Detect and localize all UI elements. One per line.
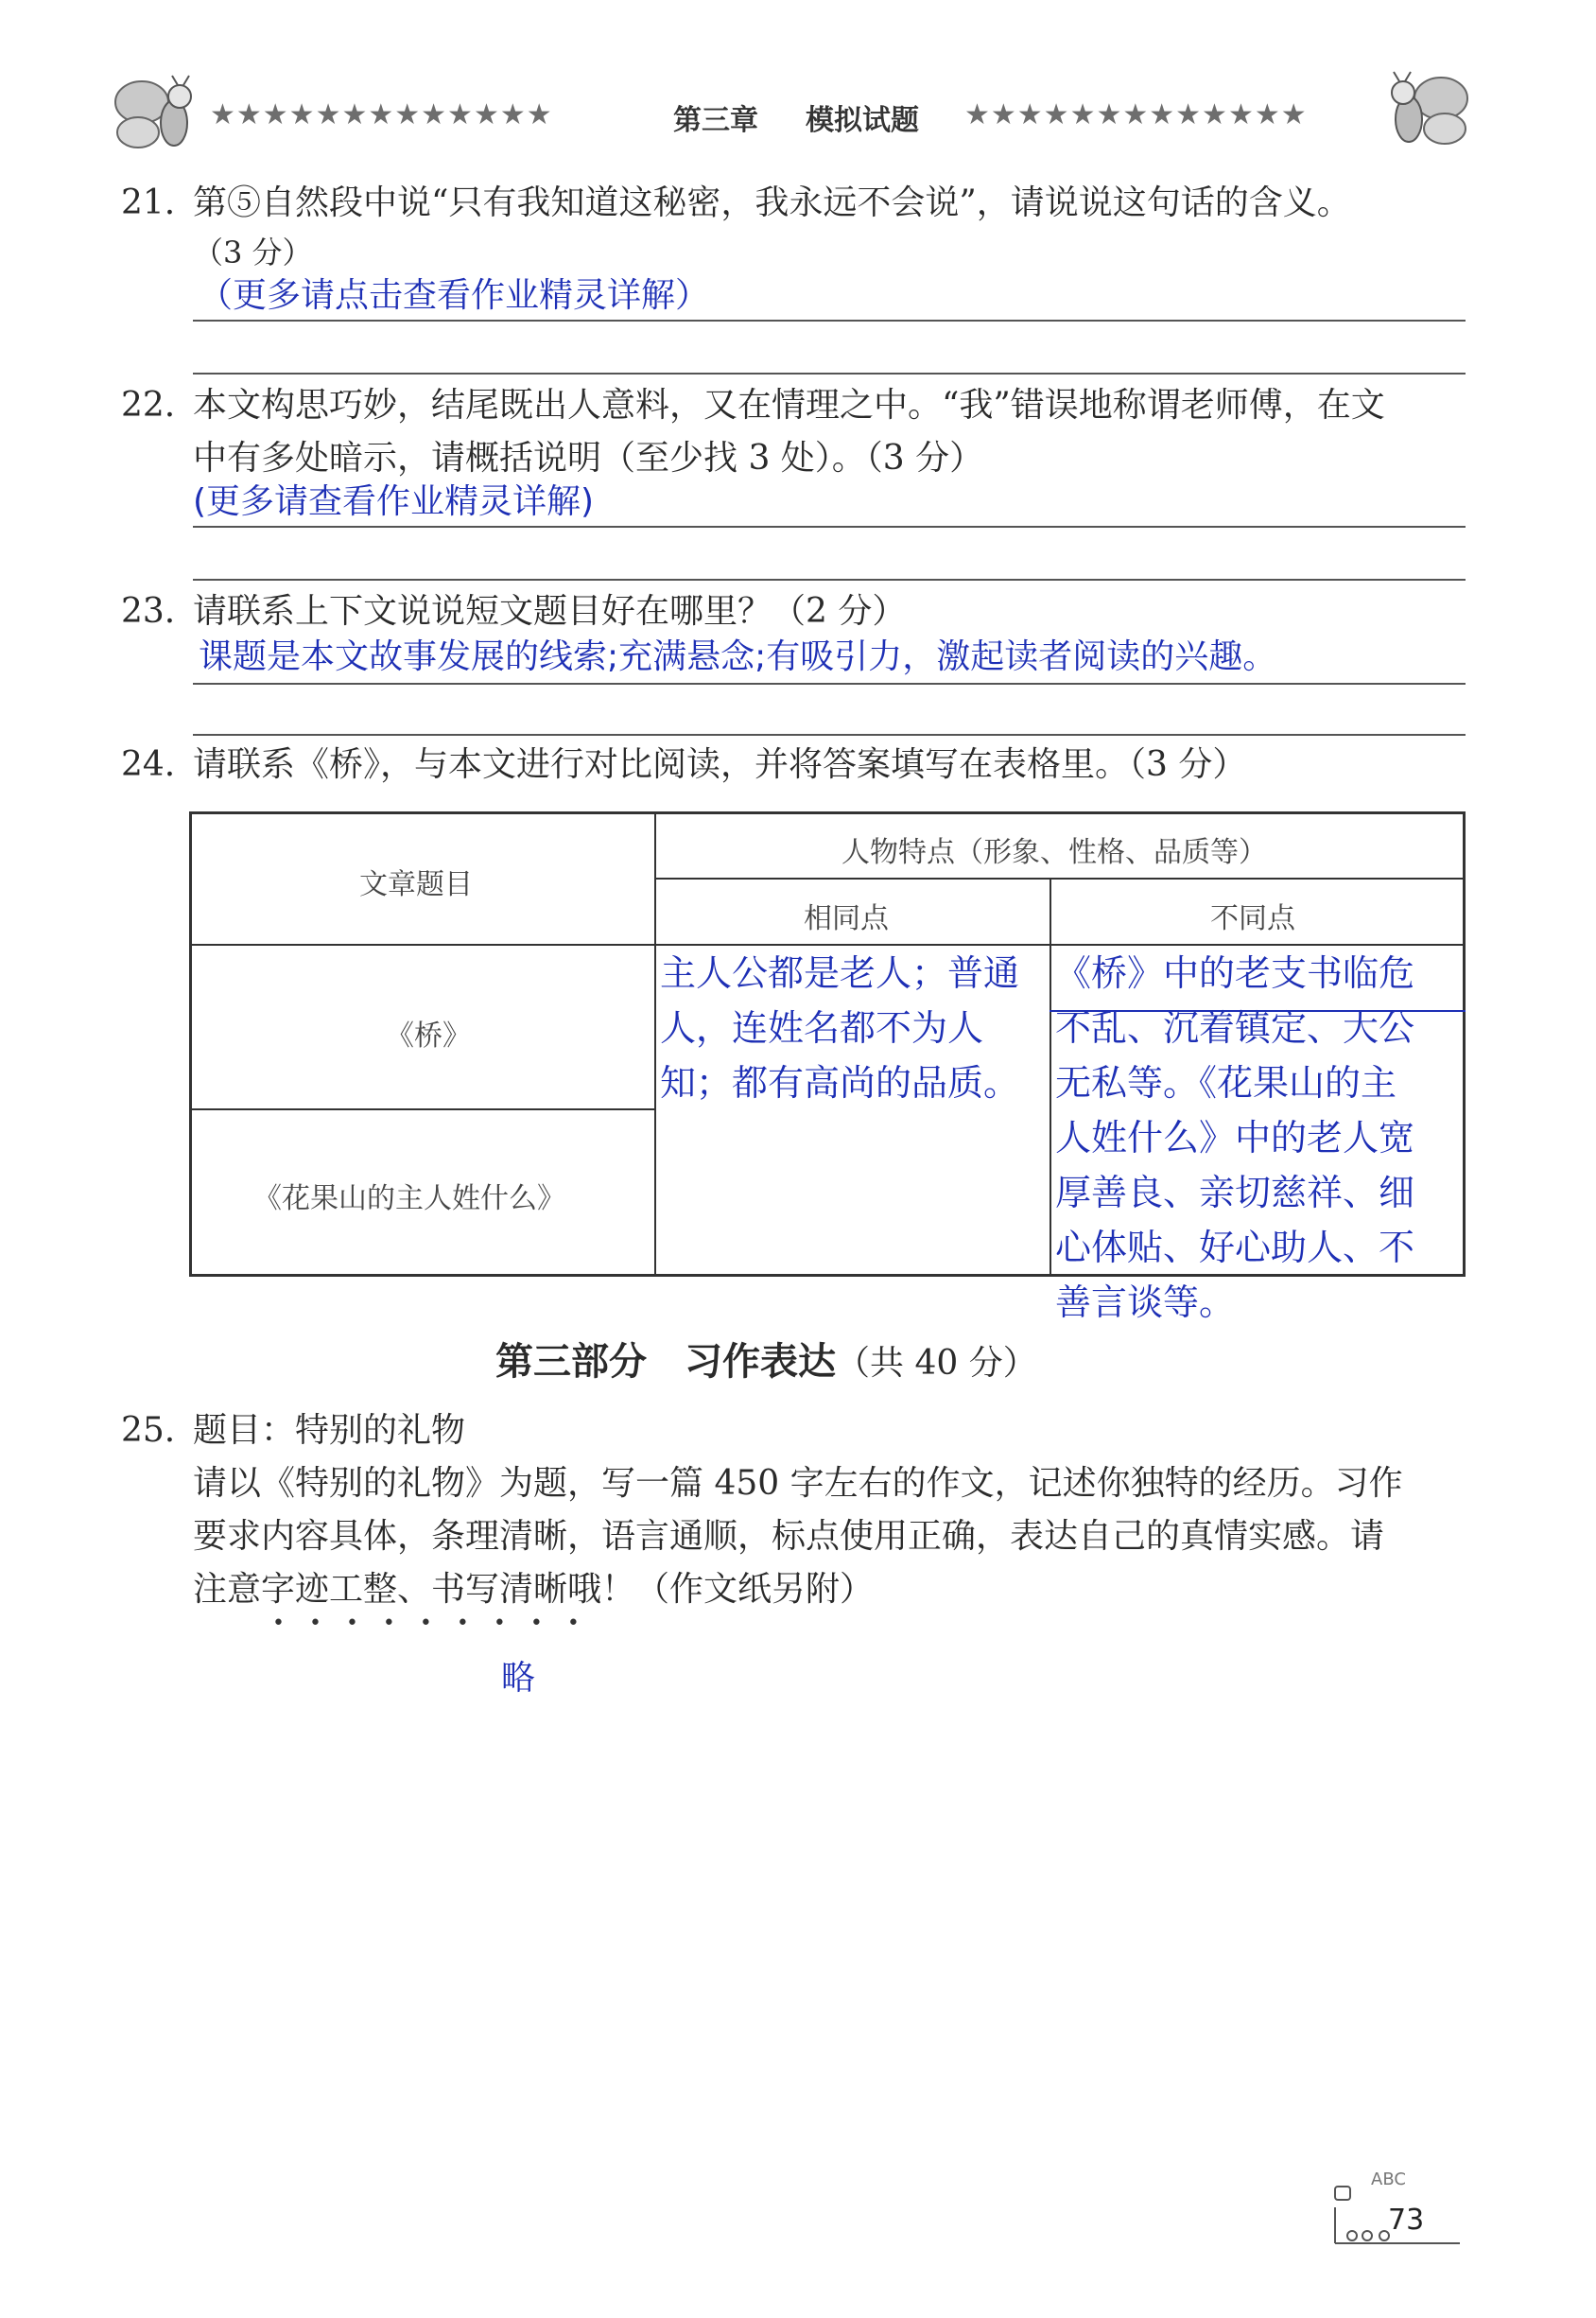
q22-line-2: 中有多处暗示，请概括说明（至少找 3 处）。（3 分） bbox=[193, 439, 984, 478]
chapter-label: 第三章 bbox=[673, 104, 758, 137]
page-title: 模拟试题 bbox=[806, 104, 919, 137]
q22-number: 22. bbox=[121, 386, 176, 425]
diff-answer-line: 人姓什么》中的老人宽 bbox=[1055, 1117, 1415, 1159]
diff-answer-line: 厚善良、亲切慈祥、细 bbox=[1055, 1172, 1415, 1213]
table-header-group: 人物特点（形象、性格、品质等） bbox=[841, 836, 1267, 869]
diff-answer-line: 《桥》中的老支书临危 bbox=[1055, 952, 1415, 994]
q25-line-2: 要求内容具体，条理清晰，语言通顺，标点使用正确，表达自己的真情实感。请 bbox=[193, 1517, 1385, 1556]
table-row-1-title: 《桥》 bbox=[386, 1020, 471, 1053]
emphasis-dots: ••••••••• bbox=[272, 1612, 604, 1635]
q24-number: 24. bbox=[121, 745, 176, 784]
same-answer-line: 主人公都是老人；普通 bbox=[660, 952, 1020, 994]
q25-number: 25. bbox=[121, 1411, 176, 1450]
table-divider-row bbox=[189, 1108, 656, 1110]
table-divider-col-1 bbox=[654, 811, 656, 1277]
q22-answer-line-2 bbox=[193, 579, 1466, 581]
q21-number: 21. bbox=[121, 183, 176, 222]
q21-answer-line-2 bbox=[193, 373, 1466, 375]
header-stars-left: ★★★★★★★★★★★★★ bbox=[210, 98, 553, 131]
q22-line-1: 本文构思巧妙，结尾既出人意料，又在情理之中。“我”错误地称谓老师傅，在文 bbox=[193, 386, 1385, 425]
q22-answer: (更多请查看作业精灵详解) bbox=[193, 482, 595, 521]
q24-text: 请联系《桥》，与本文进行对比阅读，并将答案填写在表格里。（3 分） bbox=[193, 745, 1247, 784]
footer-corner-text: ABC bbox=[1371, 2170, 1406, 2189]
diff-answer-line: 善言谈等。 bbox=[1055, 1281, 1236, 1323]
butterfly-right-icon bbox=[1377, 70, 1471, 155]
table-same-answer bbox=[660, 946, 1019, 1110]
q25-topic: 题目：特别的礼物 bbox=[193, 1411, 466, 1450]
same-answer-line: 人，连姓名都不为人 bbox=[660, 1007, 984, 1049]
table-diff-answer bbox=[1055, 946, 1414, 1330]
table-divider-col-2 bbox=[1050, 878, 1051, 1277]
diff-answer-line: 心体贴、好心助人、不 bbox=[1055, 1227, 1415, 1268]
q21-answer: （更多请点击查看作业精灵详解） bbox=[199, 276, 710, 315]
q23-answer-line-1 bbox=[193, 683, 1466, 685]
table-row-2-title: 《花果山的主人姓什么》 bbox=[253, 1182, 565, 1215]
table-header-title: 文章题目 bbox=[359, 868, 473, 901]
q21-text: 第⑤自然段中说“只有我知道这秘密，我永远不会说”，请说说这句话的含义。 bbox=[193, 183, 1351, 222]
section-score: （共 40 分） bbox=[836, 1344, 1037, 1383]
header-stars-right: ★★★★★★★★★★★★★ bbox=[964, 98, 1308, 131]
section-title bbox=[495, 1332, 1037, 1386]
page-number: 73 bbox=[1388, 2204, 1425, 2237]
diff-answer-line: 无私等。《花果山的主 bbox=[1055, 1062, 1397, 1104]
q22-answer-line-1 bbox=[193, 526, 1466, 528]
table-divider-group bbox=[654, 878, 1466, 880]
table-header-same: 相同点 bbox=[804, 902, 889, 935]
q21-score: （3 分） bbox=[193, 235, 313, 270]
q25-answer: 略 bbox=[501, 1659, 536, 1698]
table-header-diff: 不同点 bbox=[1210, 902, 1295, 935]
q23-text: 请联系上下文说说短文题目好在哪里？（2 分） bbox=[193, 592, 907, 631]
diff-answer-line: 不乱、沉着镇定、大公 bbox=[1055, 1007, 1415, 1049]
q21-answer-line-1 bbox=[193, 320, 1466, 322]
q23-answer: 课题是本文故事发展的线索;充满悬念;有吸引力，激起读者阅读的兴趣。 bbox=[199, 637, 1277, 676]
q25-line-1: 请以《特别的礼物》为题，写一篇 450 字左右的作文，记述你独特的经历。习作 bbox=[193, 1464, 1403, 1503]
butterfly-left-icon bbox=[112, 74, 206, 159]
section-title-text: 第三部分 习作表达 bbox=[495, 1340, 836, 1384]
same-answer-line: 知；都有高尚的品质。 bbox=[660, 1062, 1020, 1104]
q25-line-3: 注意字迹工整、书写清晰哦！（作文纸另附） bbox=[193, 1570, 875, 1609]
q23-number: 23. bbox=[121, 592, 176, 631]
q23-answer-line-2 bbox=[193, 734, 1466, 736]
